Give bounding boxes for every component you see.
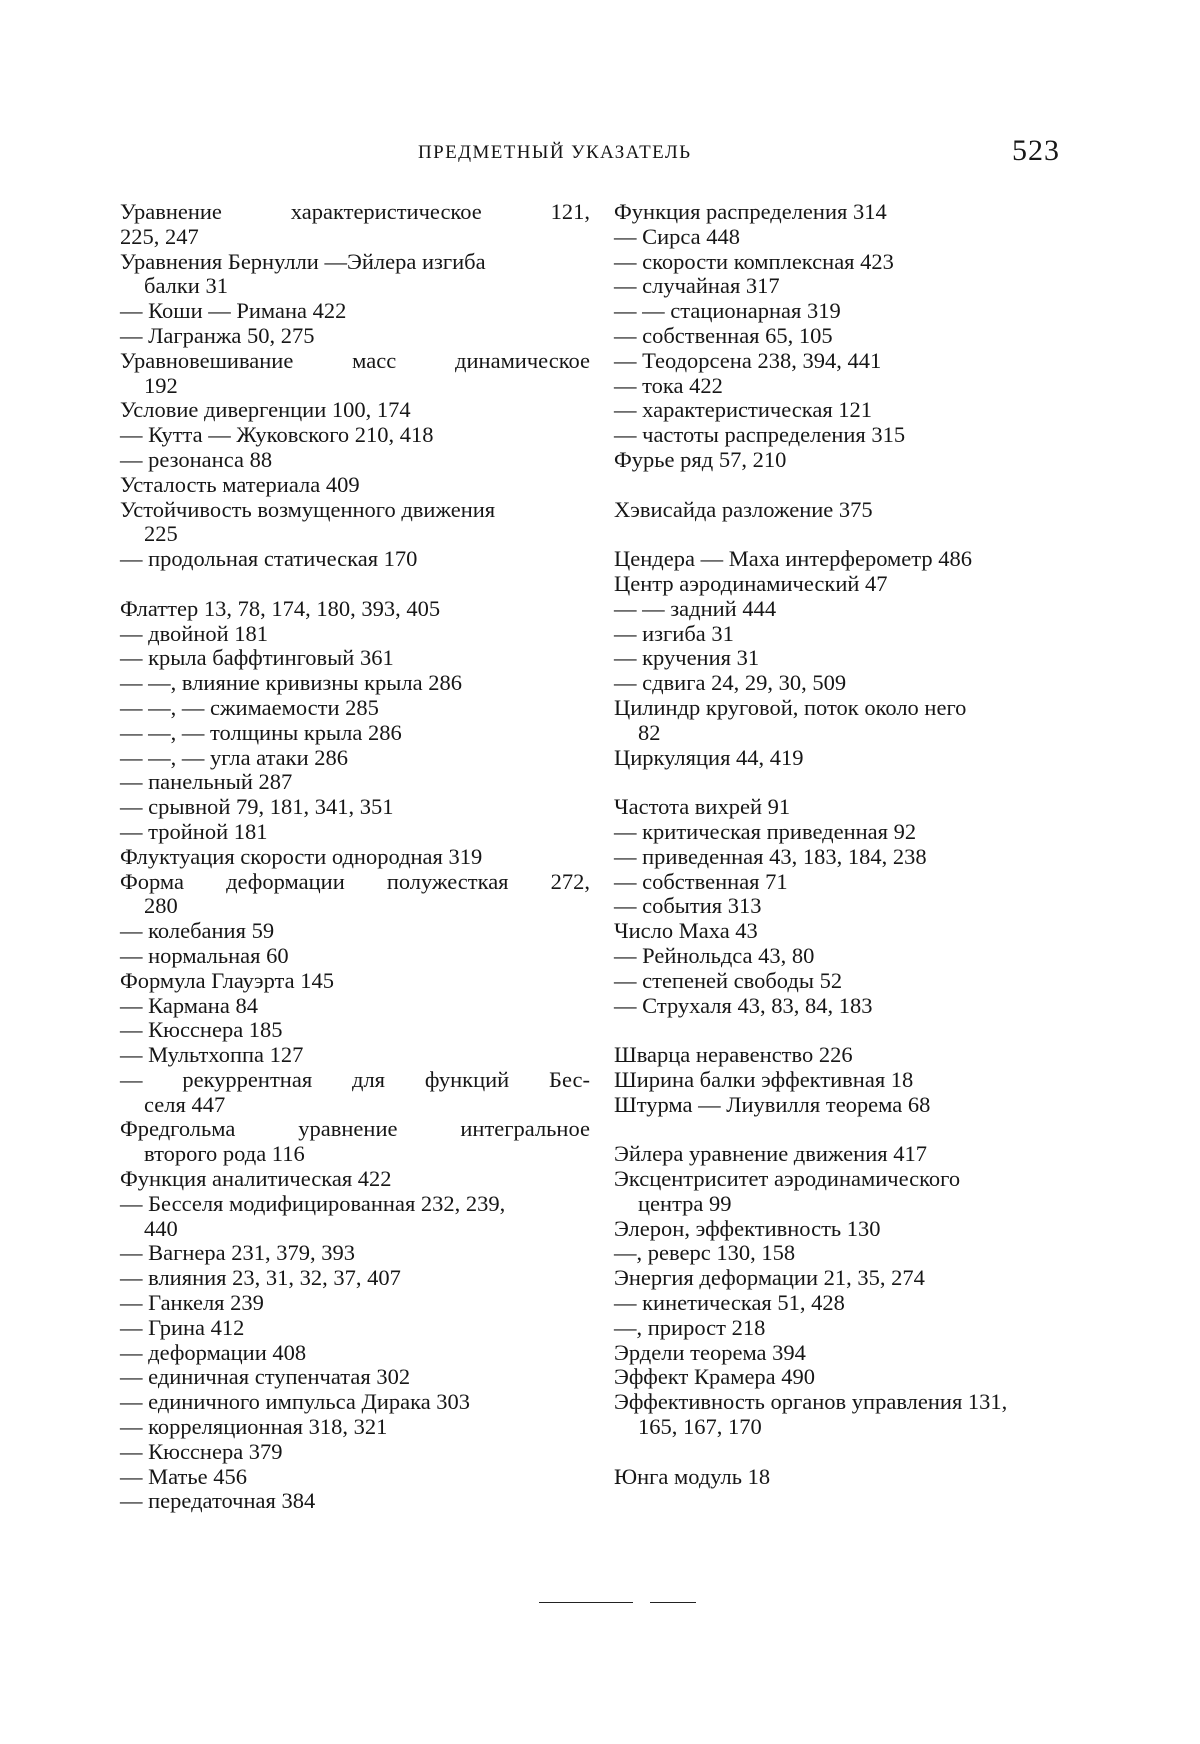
index-entry: Шварца неравенство 226 (614, 1042, 853, 1068)
index-entry: — Коши — Римана 422 (120, 298, 347, 324)
index-column-left (120, 200, 590, 1514)
index-entry: Условие дивергенции 100, 174 (120, 397, 411, 423)
entry-group-gap (614, 770, 1092, 795)
index-entry: — колебания 59 (120, 918, 275, 944)
running-head (0, 134, 1200, 174)
index-entry: Флаттер 13, 78, 174, 180, 393, 405 (120, 595, 441, 621)
index-entry: Формула Глауэрта 145 (120, 967, 334, 993)
index-entry: — резонанса 88 (120, 446, 273, 472)
index-column-right (614, 200, 1092, 1489)
index-entry: — критическая приведенная 92 (614, 818, 917, 844)
index-entry: — события 313 (614, 893, 762, 919)
index-entry: Фредгольма уравнение интегральное (120, 1116, 590, 1142)
entry-group-gap (614, 522, 1092, 547)
index-entry: — панельный 287 (120, 769, 293, 795)
entry-group-gap (614, 1117, 1092, 1142)
index-entry: второго рода 116 (144, 1141, 305, 1167)
entry-group-gap (120, 572, 590, 597)
index-entry: — крыла баффтинговый 361 (120, 645, 394, 671)
running-title: ПРЕДМЕТНЫЙ УКАЗАТЕЛЬ (418, 142, 692, 163)
index-entry: — Матье 456 (120, 1463, 247, 1489)
index-entry: — двойной 181 (120, 620, 269, 646)
index-entry: — корреляционная 318, 321 (120, 1414, 388, 1440)
index-entry: Уравнения Бернулли —Эйлера изгиба (120, 248, 486, 274)
index-entry: Число Маха 43 (614, 918, 758, 944)
index-entry: 192 (144, 372, 178, 398)
index-entry: 165, 167, 170 (638, 1414, 762, 1440)
index-entry: Центр аэродинамический 47 (614, 570, 888, 596)
index-entry: — сдвига 24, 29, 30, 509 (614, 670, 847, 696)
index-entry: — единичная ступенчатая 302 (120, 1364, 411, 1390)
index-entry: Усталость материала 409 (120, 471, 360, 497)
index-entry: — — задний 444 (614, 595, 777, 621)
index-entry: — Лагранжа 50, 275 (120, 322, 315, 348)
index-entry: — Кутта — Жуковского 210, 418 (120, 422, 434, 448)
index-entry: — передаточная 384 (120, 1488, 316, 1514)
index-entry: —, реверс 130, 158 (614, 1240, 796, 1266)
index-entry: — единичного импульса Дирака 303 (120, 1389, 471, 1415)
index-entry: — приведенная 43, 183, 184, 238 (614, 843, 927, 869)
index-entry: Штурма — Лиувилля теорема 68 (614, 1091, 931, 1117)
index-entry: — Кармана 84 (120, 992, 258, 1018)
index-entry: — срывной 79, 181, 341, 351 (120, 794, 394, 820)
index-entry: — продольная статическая 170 (120, 546, 418, 572)
index-entry: балки 31 (144, 273, 228, 299)
index-entry: 82 (638, 719, 661, 745)
index-entry: 225, 247 (120, 223, 199, 249)
index-entry: — характеристическая 121 (614, 397, 873, 423)
index-entry: Эффект Крамера 490 (614, 1364, 816, 1390)
index-entry: Энергия деформации 21, 35, 274 (614, 1265, 925, 1291)
index-entry: — рекуррентная для функций Бес- (120, 1066, 590, 1092)
index-entry: — степеней свободы 52 (614, 967, 843, 993)
index-entry: Цендера — Маха интерферометр 486 (614, 546, 973, 572)
index-entry: Эксцентриситет аэродинамического (614, 1166, 961, 1192)
index-entry: — тока 422 (614, 372, 723, 398)
index-entry: — Сирса 448 (614, 223, 741, 249)
index-entry: — частоты распределения 315 (614, 422, 906, 448)
bottom-rule-long (539, 1602, 633, 1603)
index-entry: Устойчивость возмущенного движения (120, 496, 496, 522)
index-entry: — Кюсснера 185 (120, 1017, 283, 1043)
index-entry: — случайная 317 (614, 273, 780, 299)
index-entry: — собственная 65, 105 (614, 322, 833, 348)
index-entry: — Рейнольдса 43, 80 (614, 942, 815, 968)
index-entry: — изгиба 31 (614, 620, 734, 646)
page-number: 523 (1012, 134, 1060, 167)
index-entry: центра 99 (638, 1190, 732, 1216)
index-entry: — тройной 181 (120, 818, 268, 844)
entry-group-gap (614, 1440, 1092, 1465)
index-entry: Эрдели теорема 394 (614, 1339, 806, 1365)
index-entry: — Кюсснера 379 (120, 1438, 283, 1464)
index-entry: Юнга модуль 18 (614, 1463, 771, 1489)
index-entry: — Бесселя модифицированная 232, 239, (120, 1190, 506, 1216)
index-entry: Функция аналитическая 422 (120, 1166, 392, 1192)
index-entry: Хэвисайда разложение 375 (614, 496, 873, 522)
index-entry: Цилиндр круговой, поток около него (614, 694, 967, 720)
index-entry: — Мультхоппа 127 (120, 1042, 304, 1068)
index-entry: Флуктуация скорости однородная 319 (120, 843, 483, 869)
entry-group-gap (614, 1018, 1092, 1043)
index-entry: — —, влияние кривизны крыла 286 (120, 670, 462, 696)
bottom-rule-short (650, 1602, 696, 1603)
index-entry: — собственная 71 (614, 868, 788, 894)
index-entry: — —, — толщины крыла 286 (120, 719, 402, 745)
index-entry: Циркуляция 44, 419 (614, 744, 804, 770)
index-entry: — влияния 23, 31, 32, 37, 407 (120, 1265, 401, 1291)
index-entry: — Струхаля 43, 83, 84, 183 (614, 992, 873, 1018)
index-entry: Уравновешивание масс динамическое (120, 347, 590, 373)
index-entry: Частота вихрей 91 (614, 794, 791, 820)
index-entry: — —, — сжимаемости 285 (120, 694, 379, 720)
index-entry: Форма деформации полужесткая 272, (120, 868, 590, 894)
index-entry: Уравнение характеристическое 121, (120, 199, 590, 224)
index-entry: — Ганкеля 239 (120, 1290, 264, 1316)
index-entry: — — стационарная 319 (614, 298, 841, 324)
index-entry: Фурье ряд 57, 210 (614, 446, 787, 472)
index-entry: — кручения 31 (614, 645, 760, 671)
index-entry: — нормальная 60 (120, 942, 289, 968)
index-entry: 280 (144, 893, 178, 919)
index-entry: — —, — угла атаки 286 (120, 744, 349, 770)
index-entry: — деформации 408 (120, 1339, 307, 1365)
entry-group-gap (614, 473, 1092, 498)
index-entry: 225 (144, 521, 178, 547)
index-entry: Эффективность органов управления 131, (614, 1389, 1008, 1415)
index-entry: — Вагнера 231, 379, 393 (120, 1240, 355, 1266)
index-entry: Эйлера уравнение движения 417 (614, 1141, 927, 1167)
index-entry: —, прирост 218 (614, 1314, 766, 1340)
index-entry: — кинетическая 51, 428 (614, 1290, 845, 1316)
index-entry: селя 447 (144, 1091, 226, 1117)
index-entry: — Грина 412 (120, 1314, 245, 1340)
index-entry: 440 (144, 1215, 178, 1241)
index-entry: Ширина балки эффективная 18 (614, 1066, 914, 1092)
index-entry: — Теодорсена 238, 394, 441 (614, 347, 882, 373)
index-entry: Функция распределения 314 (614, 199, 887, 224)
index-entry: — скорости комплексная 423 (614, 248, 894, 274)
index-entry: Элерон, эффективность 130 (614, 1215, 881, 1241)
